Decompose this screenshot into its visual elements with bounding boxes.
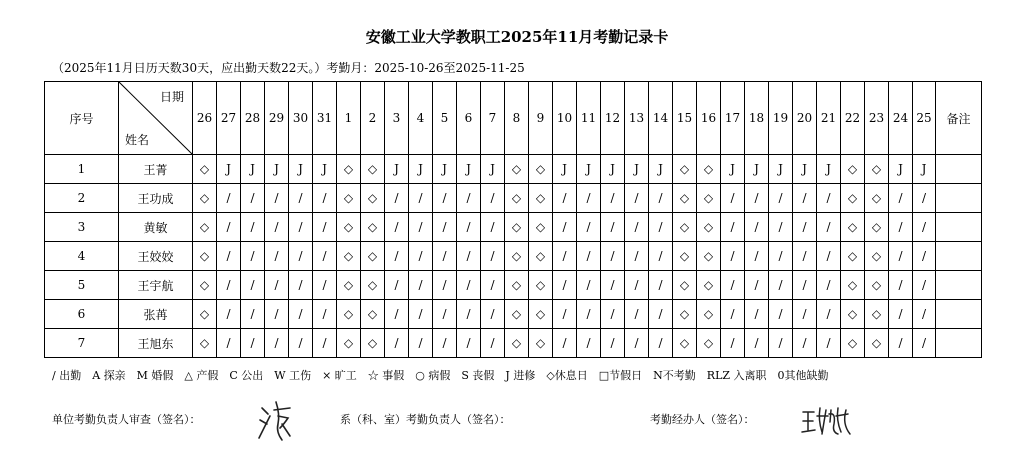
attendance-mark: / — [553, 271, 577, 300]
attendance-mark: / — [289, 213, 313, 242]
page-title: 安徽工业大学教职工2025年11月考勤记录卡 — [365, 28, 669, 46]
attendance-mark: J — [817, 155, 841, 184]
attendance-mark: / — [385, 184, 409, 213]
attendance-mark: ◇ — [865, 184, 889, 213]
row-remark — [936, 300, 982, 329]
attendance-mark: ◇ — [337, 300, 361, 329]
clerk-signature-image — [800, 404, 852, 440]
attendance-mark: J — [721, 155, 745, 184]
row-remark — [936, 155, 982, 184]
attendance-mark: ◇ — [841, 300, 865, 329]
attendance-mark: / — [649, 329, 673, 358]
attendance-mark: / — [745, 329, 769, 358]
row-seq: 4 — [45, 242, 119, 271]
attendance-mark: J — [289, 155, 313, 184]
attendance-mark: ◇ — [505, 184, 529, 213]
attendance-mark: / — [217, 300, 241, 329]
attendance-mark: ◇ — [673, 242, 697, 271]
attendance-mark: ◇ — [361, 155, 385, 184]
attendance-mark: ◇ — [841, 329, 865, 358]
attendance-mark: ◇ — [505, 271, 529, 300]
attendance-mark: ◇ — [529, 184, 553, 213]
attendance-mark: ◇ — [697, 213, 721, 242]
attendance-mark: / — [649, 184, 673, 213]
attendance-mark: / — [217, 271, 241, 300]
attendance-mark: ◇ — [697, 242, 721, 271]
dept-signature-label: 系（科、室）考勤负责人（签名）： — [340, 413, 511, 426]
attendance-mark: ◇ — [505, 329, 529, 358]
attendance-mark: / — [769, 271, 793, 300]
attendance-mark: ◇ — [841, 242, 865, 271]
attendance-mark: / — [217, 242, 241, 271]
attendance-mark: / — [433, 271, 457, 300]
day-header: 22 — [841, 82, 865, 155]
unit-signature-image — [254, 394, 298, 444]
attendance-mark: / — [745, 213, 769, 242]
attendance-mark: ◇ — [841, 155, 865, 184]
attendance-mark: ◇ — [865, 329, 889, 358]
attendance-mark: / — [721, 242, 745, 271]
attendance-mark: / — [481, 271, 505, 300]
table-row — [45, 300, 982, 329]
attendance-mark: / — [793, 329, 817, 358]
attendance-mark: / — [913, 242, 936, 271]
attendance-mark: / — [793, 242, 817, 271]
attendance-mark: / — [553, 184, 577, 213]
table-row — [45, 213, 982, 242]
attendance-mark: ◇ — [193, 242, 217, 271]
attendance-mark: ◇ — [697, 184, 721, 213]
attendance-mark: ◇ — [193, 271, 217, 300]
attendance-mark: / — [481, 300, 505, 329]
attendance-mark: / — [313, 300, 337, 329]
attendance-mark: / — [793, 271, 817, 300]
attendance-mark: / — [769, 329, 793, 358]
attendance-mark: / — [409, 300, 433, 329]
attendance-mark: / — [217, 329, 241, 358]
day-header: 3 — [385, 82, 409, 155]
attendance-mark: / — [481, 242, 505, 271]
attendance-mark: ◇ — [193, 213, 217, 242]
day-header: 21 — [817, 82, 841, 155]
attendance-mark: / — [625, 329, 649, 358]
attendance-mark: / — [817, 329, 841, 358]
day-header: 5 — [433, 82, 457, 155]
attendance-mark: / — [793, 300, 817, 329]
date-label: 日期 — [159, 90, 184, 104]
attendance-mark: / — [721, 184, 745, 213]
attendance-mark: / — [385, 242, 409, 271]
day-header: 31 — [313, 82, 337, 155]
attendance-mark: ◇ — [697, 329, 721, 358]
attendance-mark: / — [889, 300, 913, 329]
attendance-mark: ◇ — [505, 213, 529, 242]
table-row — [45, 329, 982, 358]
name-label: 姓名 — [125, 133, 150, 147]
row-seq: 5 — [45, 271, 119, 300]
attendance-mark: ◇ — [841, 184, 865, 213]
attendance-mark: / — [409, 242, 433, 271]
day-header: 20 — [793, 82, 817, 155]
table-row — [45, 242, 982, 271]
attendance-mark: ◇ — [673, 213, 697, 242]
row-remark — [936, 329, 982, 358]
day-header: 13 — [625, 82, 649, 155]
attendance-mark: / — [913, 271, 936, 300]
attendance-mark: / — [433, 329, 457, 358]
day-header: 26 — [193, 82, 217, 155]
attendance-mark: / — [913, 213, 936, 242]
attendance-mark: J — [217, 155, 241, 184]
attendance-mark: / — [721, 329, 745, 358]
attendance-mark: ◇ — [673, 300, 697, 329]
attendance-mark: ◇ — [697, 271, 721, 300]
attendance-mark: / — [913, 300, 936, 329]
attendance-mark: / — [289, 184, 313, 213]
attendance-mark: ◇ — [505, 242, 529, 271]
row-name: 王旭东 — [119, 329, 193, 358]
attendance-mark: / — [625, 300, 649, 329]
attendance-mark: J — [457, 155, 481, 184]
attendance-mark: ◇ — [865, 271, 889, 300]
attendance-mark: / — [769, 242, 793, 271]
day-header: 29 — [265, 82, 289, 155]
attendance-mark: J — [481, 155, 505, 184]
attendance-mark: J — [601, 155, 625, 184]
attendance-mark: / — [889, 271, 913, 300]
attendance-mark: ◇ — [697, 155, 721, 184]
day-header: 1 — [337, 82, 361, 155]
day-header: 27 — [217, 82, 241, 155]
attendance-mark: ◇ — [193, 300, 217, 329]
row-name: 王宇航 — [119, 271, 193, 300]
attendance-mark: / — [265, 242, 289, 271]
attendance-mark: / — [577, 242, 601, 271]
attendance-mark: / — [241, 329, 265, 358]
attendance-mark: / — [913, 184, 936, 213]
row-remark — [936, 271, 982, 300]
attendance-mark: / — [457, 271, 481, 300]
day-header: 6 — [457, 82, 481, 155]
legend: / 出勤 A 探亲 M 婚假 △ 产假 C 公出 W 工伤 × 旷工 ☆ 事假 ○ 病假 S 丧假 J 进修 ◇休息日 □节假日 N不考勤 RLZ 入离职 0其他缺勤 — [52, 369, 829, 382]
day-header: 7 — [481, 82, 505, 155]
attendance-mark: / — [745, 242, 769, 271]
attendance-mark: / — [313, 329, 337, 358]
attendance-mark: / — [649, 300, 673, 329]
attendance-mark: / — [241, 300, 265, 329]
attendance-mark: ◇ — [697, 300, 721, 329]
attendance-mark: J — [793, 155, 817, 184]
attendance-mark: ◇ — [673, 155, 697, 184]
attendance-mark: / — [289, 329, 313, 358]
remark-header: 备注 — [936, 82, 982, 155]
attendance-mark: ◇ — [361, 271, 385, 300]
attendance-mark: / — [433, 213, 457, 242]
attendance-mark: / — [577, 329, 601, 358]
attendance-mark: ◇ — [529, 329, 553, 358]
attendance-mark: / — [481, 213, 505, 242]
attendance-mark: ◇ — [337, 271, 361, 300]
attendance-mark: / — [769, 213, 793, 242]
attendance-mark: / — [817, 300, 841, 329]
attendance-mark: / — [265, 271, 289, 300]
day-header: 17 — [721, 82, 745, 155]
attendance-mark: / — [625, 184, 649, 213]
attendance-mark: J — [241, 155, 265, 184]
row-seq: 1 — [45, 155, 119, 184]
day-header: 25 — [913, 82, 936, 155]
attendance-mark: / — [457, 213, 481, 242]
attendance-mark: / — [649, 242, 673, 271]
attendance-mark: / — [745, 271, 769, 300]
attendance-mark: / — [769, 300, 793, 329]
attendance-mark: / — [313, 184, 337, 213]
attendance-mark: / — [409, 213, 433, 242]
attendance-mark: / — [601, 271, 625, 300]
attendance-mark: J — [385, 155, 409, 184]
attendance-mark: ◇ — [361, 300, 385, 329]
attendance-mark: / — [265, 329, 289, 358]
attendance-mark: J — [889, 155, 913, 184]
attendance-mark: / — [649, 271, 673, 300]
day-header: 30 — [289, 82, 313, 155]
attendance-mark: / — [313, 271, 337, 300]
day-header: 12 — [601, 82, 625, 155]
row-remark — [936, 242, 982, 271]
attendance-mark: / — [889, 242, 913, 271]
day-header: 23 — [865, 82, 889, 155]
attendance-mark: / — [577, 300, 601, 329]
attendance-mark: ◇ — [841, 213, 865, 242]
attendance-mark: J — [649, 155, 673, 184]
attendance-mark: / — [721, 271, 745, 300]
attendance-mark: / — [553, 329, 577, 358]
attendance-mark: J — [433, 155, 457, 184]
attendance-mark: ◇ — [337, 155, 361, 184]
table-row — [45, 271, 982, 300]
attendance-mark: ◇ — [193, 155, 217, 184]
attendance-mark: / — [217, 213, 241, 242]
attendance-mark: / — [289, 300, 313, 329]
attendance-mark: / — [889, 329, 913, 358]
seq-header: 序号 — [45, 82, 119, 155]
attendance-mark: J — [913, 155, 936, 184]
attendance-mark: ◇ — [337, 213, 361, 242]
attendance-mark: / — [913, 329, 936, 358]
attendance-mark: / — [457, 300, 481, 329]
attendance-mark: / — [409, 329, 433, 358]
table-row — [45, 155, 982, 184]
attendance-mark: / — [481, 329, 505, 358]
attendance-mark: J — [769, 155, 793, 184]
day-header: 18 — [745, 82, 769, 155]
day-header: 28 — [241, 82, 265, 155]
attendance-mark: / — [601, 300, 625, 329]
attendance-mark: / — [385, 329, 409, 358]
attendance-mark: / — [433, 184, 457, 213]
attendance-mark: / — [577, 213, 601, 242]
header-row — [45, 82, 982, 155]
day-header: 2 — [361, 82, 385, 155]
day-header: 8 — [505, 82, 529, 155]
day-header: 10 — [553, 82, 577, 155]
attendance-mark: / — [409, 271, 433, 300]
attendance-mark: ◇ — [673, 271, 697, 300]
period-note: （2025年11月日历天数30天，应出勤天数22天。）考勤月：2025-10-26至2025-11-25 — [52, 61, 525, 75]
attendance-mark: / — [217, 184, 241, 213]
attendance-mark: / — [817, 184, 841, 213]
attendance-mark: / — [601, 242, 625, 271]
attendance-mark: / — [457, 184, 481, 213]
clerk-signature-label: 考勤经办人（签名）： — [650, 413, 755, 426]
attendance-mark: / — [385, 213, 409, 242]
attendance-mark: / — [241, 184, 265, 213]
attendance-mark: / — [889, 184, 913, 213]
attendance-mark: ◇ — [673, 329, 697, 358]
day-header: 19 — [769, 82, 793, 155]
attendance-mark: / — [793, 184, 817, 213]
attendance-mark: / — [793, 213, 817, 242]
attendance-mark: / — [649, 213, 673, 242]
attendance-mark: / — [289, 271, 313, 300]
attendance-mark: / — [577, 184, 601, 213]
attendance-mark: / — [601, 184, 625, 213]
day-header: 15 — [673, 82, 697, 155]
row-name: 王姣姣 — [119, 242, 193, 271]
attendance-mark: / — [553, 242, 577, 271]
attendance-mark: ◇ — [865, 213, 889, 242]
attendance-mark: / — [625, 242, 649, 271]
attendance-mark: / — [289, 242, 313, 271]
day-header: 24 — [889, 82, 913, 155]
row-seq: 2 — [45, 184, 119, 213]
attendance-mark: / — [385, 300, 409, 329]
attendance-mark: / — [241, 242, 265, 271]
attendance-mark: / — [745, 184, 769, 213]
attendance-mark: / — [433, 300, 457, 329]
attendance-mark: J — [265, 155, 289, 184]
attendance-mark: ◇ — [529, 213, 553, 242]
attendance-mark: ◇ — [865, 155, 889, 184]
attendance-mark: / — [385, 271, 409, 300]
day-header: 9 — [529, 82, 553, 155]
attendance-mark: J — [745, 155, 769, 184]
attendance-mark: / — [817, 271, 841, 300]
attendance-mark: / — [553, 213, 577, 242]
attendance-mark: ◇ — [361, 184, 385, 213]
attendance-mark: / — [601, 213, 625, 242]
row-remark — [936, 184, 982, 213]
attendance-mark: ◇ — [529, 155, 553, 184]
attendance-mark: J — [553, 155, 577, 184]
attendance-mark: ◇ — [529, 242, 553, 271]
attendance-mark: / — [265, 300, 289, 329]
row-seq: 6 — [45, 300, 119, 329]
attendance-mark: ◇ — [865, 242, 889, 271]
row-name: 黄敏 — [119, 213, 193, 242]
attendance-mark: / — [817, 242, 841, 271]
day-header: 16 — [697, 82, 721, 155]
attendance-mark: ◇ — [361, 213, 385, 242]
attendance-mark: / — [625, 271, 649, 300]
attendance-mark: ◇ — [193, 184, 217, 213]
attendance-mark: / — [553, 300, 577, 329]
attendance-mark: ◇ — [337, 184, 361, 213]
day-header: 4 — [409, 82, 433, 155]
attendance-mark: ◇ — [865, 300, 889, 329]
row-name: 王功成 — [119, 184, 193, 213]
attendance-mark: ◇ — [529, 300, 553, 329]
unit-signature-label: 单位考勤负责人审查（签名）： — [52, 413, 201, 426]
attendance-mark: / — [265, 184, 289, 213]
attendance-mark: / — [457, 242, 481, 271]
attendance-mark: / — [721, 213, 745, 242]
attendance-mark: ◇ — [505, 155, 529, 184]
attendance-mark: / — [241, 213, 265, 242]
attendance-mark: / — [481, 184, 505, 213]
row-name: 王菁 — [119, 155, 193, 184]
attendance-mark: / — [745, 300, 769, 329]
attendance-mark: / — [889, 213, 913, 242]
date-name-header — [119, 82, 193, 155]
attendance-mark: ◇ — [841, 271, 865, 300]
attendance-mark: ◇ — [337, 329, 361, 358]
attendance-mark: ◇ — [673, 184, 697, 213]
attendance-mark: / — [433, 242, 457, 271]
attendance-mark: ◇ — [361, 329, 385, 358]
attendance-mark: ◇ — [193, 329, 217, 358]
attendance-mark: / — [769, 184, 793, 213]
attendance-mark: / — [265, 213, 289, 242]
attendance-mark: ◇ — [529, 271, 553, 300]
attendance-mark: / — [625, 213, 649, 242]
attendance-mark: ◇ — [505, 300, 529, 329]
row-seq: 3 — [45, 213, 119, 242]
attendance-mark: ◇ — [337, 242, 361, 271]
attendance-mark: / — [457, 329, 481, 358]
row-remark — [936, 213, 982, 242]
row-name: 张苒 — [119, 300, 193, 329]
attendance-mark: / — [313, 242, 337, 271]
attendance-mark: ◇ — [361, 242, 385, 271]
day-header: 11 — [577, 82, 601, 155]
table-row — [45, 184, 982, 213]
attendance-mark: / — [721, 300, 745, 329]
attendance-mark: / — [409, 184, 433, 213]
attendance-mark: / — [601, 329, 625, 358]
attendance-mark: / — [313, 213, 337, 242]
attendance-mark: J — [625, 155, 649, 184]
attendance-mark: / — [241, 271, 265, 300]
attendance-mark: J — [409, 155, 433, 184]
attendance-mark: / — [817, 213, 841, 242]
attendance-table — [44, 81, 982, 358]
day-header: 14 — [649, 82, 673, 155]
attendance-mark: J — [313, 155, 337, 184]
row-seq: 7 — [45, 329, 119, 358]
attendance-mark: / — [577, 271, 601, 300]
attendance-mark: J — [577, 155, 601, 184]
